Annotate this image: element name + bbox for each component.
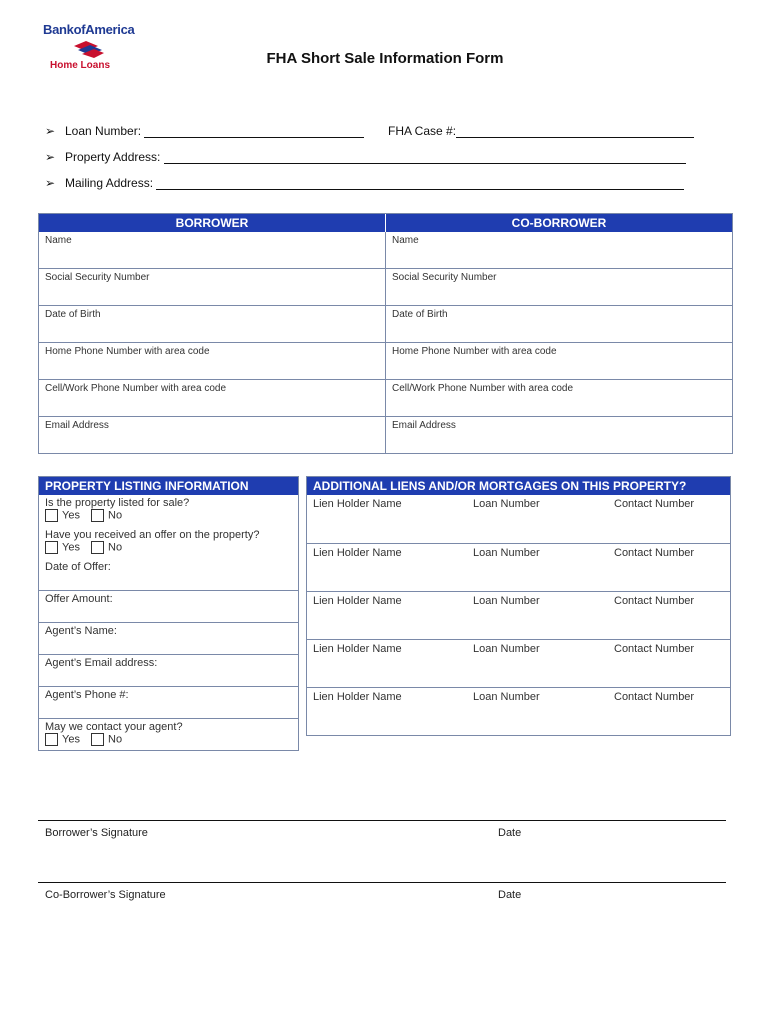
logo-subtitle: Home Loans xyxy=(50,60,111,71)
borrower-name-cell[interactable]: Name xyxy=(39,232,386,268)
property-listing-header: PROPERTY LISTING INFORMATION xyxy=(39,477,298,495)
agent-name-field[interactable]: Agent’s Name: xyxy=(39,622,298,654)
lien-holder-label: Lien Holder Name xyxy=(313,595,402,607)
offer-amount-field[interactable]: Offer Amount: xyxy=(39,590,298,622)
contact-number-label: Contact Number xyxy=(614,595,695,607)
contact-no-checkbox[interactable] xyxy=(91,733,104,746)
property-address-line[interactable] xyxy=(164,151,686,164)
borrower-signature-line[interactable] xyxy=(38,820,726,821)
table-row xyxy=(39,268,732,305)
agent-phone-field[interactable]: Agent’s Phone #: xyxy=(39,686,298,718)
table-row xyxy=(39,416,732,453)
loan-number-label: Loan Number xyxy=(473,691,540,703)
contact-number-label: Contact Number xyxy=(614,691,695,703)
bank-logo-text: BankofAmerica xyxy=(43,22,135,37)
coborrower-dob-cell[interactable]: Date of Birth xyxy=(392,309,448,320)
listed-no-checkbox[interactable] xyxy=(91,509,104,522)
borrower-table-header xyxy=(39,214,732,232)
lien-row[interactable] xyxy=(307,591,730,639)
no-label: No xyxy=(108,541,123,554)
loan-number-label: Loan Number xyxy=(473,595,540,607)
coborrower-ssn-cell[interactable]: Social Security Number xyxy=(392,272,497,283)
property-address-field[interactable] xyxy=(45,150,686,164)
loan-number-label: Loan Number: xyxy=(65,124,142,138)
yes-label: Yes xyxy=(62,509,80,522)
contact-agent-question xyxy=(39,718,298,750)
coborrower-email-cell[interactable]: Email Address xyxy=(392,420,456,431)
lien-row[interactable] xyxy=(307,639,730,687)
contact-number-label: Contact Number xyxy=(614,643,695,655)
borrower-table xyxy=(38,213,733,454)
contact-no-option[interactable] xyxy=(91,733,122,746)
offer-no-option[interactable] xyxy=(91,541,122,554)
table-row xyxy=(39,232,732,268)
coborrower-signature-label: Co-Borrower’s Signature xyxy=(45,889,166,901)
fha-case-label: FHA Case #: xyxy=(388,124,457,138)
mailing-address-field[interactable] xyxy=(45,176,684,190)
listed-no-option[interactable] xyxy=(91,509,122,522)
mailing-address-label: Mailing Address: xyxy=(65,176,154,190)
contact-number-label: Contact Number xyxy=(614,547,695,559)
listed-yes-checkbox[interactable] xyxy=(45,509,58,522)
loan-number-label: Loan Number xyxy=(473,643,540,655)
borrower-home-phone-cell[interactable]: Home Phone Number with area code xyxy=(39,343,386,379)
borrower-email-cell[interactable]: Email Address xyxy=(39,417,386,453)
table-row xyxy=(39,305,732,342)
lien-row[interactable] xyxy=(307,495,730,543)
borrower-header: BORROWER xyxy=(39,214,386,232)
table-row xyxy=(39,379,732,416)
coborrower-home-phone-cell[interactable]: Home Phone Number with area code xyxy=(392,346,557,357)
date-of-offer-field[interactable]: Date of Offer: xyxy=(45,561,111,573)
lien-holder-label: Lien Holder Name xyxy=(313,691,402,703)
property-address-label: Property Address: xyxy=(65,150,161,164)
offer-yes-option[interactable] xyxy=(45,541,80,554)
form-title: FHA Short Sale Information Form xyxy=(266,50,504,67)
fha-case-line[interactable] xyxy=(456,125,694,138)
contact-agent-label: May we contact your agent? xyxy=(45,721,183,733)
listed-question-label: Is the property listed for sale? xyxy=(45,497,190,509)
coborrower-signature-line[interactable] xyxy=(38,882,726,883)
contact-yes-checkbox[interactable] xyxy=(45,733,58,746)
offer-no-checkbox[interactable] xyxy=(91,541,104,554)
no-label: No xyxy=(108,733,123,746)
loan-number-label: Loan Number xyxy=(473,547,540,559)
coborrower-name-cell[interactable]: Name xyxy=(392,235,419,246)
lien-holder-label: Lien Holder Name xyxy=(313,547,402,559)
lien-holder-label: Lien Holder Name xyxy=(313,498,402,510)
lien-holder-label: Lien Holder Name xyxy=(313,643,402,655)
borrower-date-label: Date xyxy=(498,827,522,839)
listed-question xyxy=(39,495,298,527)
arrow-bullet-icon: ➢ xyxy=(45,150,56,164)
agent-email-field[interactable]: Agent’s Email address: xyxy=(39,654,298,686)
coborrower-cell-phone-cell[interactable]: Cell/Work Phone Number with area code xyxy=(392,383,574,394)
yes-label: Yes xyxy=(62,541,80,554)
contact-yes-option[interactable] xyxy=(45,733,80,746)
property-listing-section xyxy=(38,476,299,751)
borrower-cell-phone-cell[interactable]: Cell/Work Phone Number with area code xyxy=(39,380,386,416)
additional-liens-section xyxy=(306,476,731,736)
liens-header: ADDITIONAL LIENS AND/OR MORTGAGES ON THIS PROPERTY? xyxy=(307,477,730,495)
loan-number-line[interactable] xyxy=(144,125,364,138)
borrower-ssn-cell[interactable]: Social Security Number xyxy=(39,269,386,305)
offer-question-label: Have you received an offer on the property? xyxy=(45,529,260,541)
contact-number-label: Contact Number xyxy=(614,498,695,510)
lien-row[interactable] xyxy=(307,687,730,735)
loan-number-field[interactable] xyxy=(45,124,364,138)
offer-yes-checkbox[interactable] xyxy=(45,541,58,554)
no-label: No xyxy=(108,509,123,522)
borrower-dob-cell[interactable]: Date of Birth xyxy=(39,306,386,342)
arrow-bullet-icon: ➢ xyxy=(45,176,56,190)
lien-row[interactable] xyxy=(307,543,730,591)
listed-yes-option[interactable] xyxy=(45,509,80,522)
mailing-address-line[interactable] xyxy=(156,177,684,190)
offer-question xyxy=(39,527,298,559)
yes-label: Yes xyxy=(62,733,80,746)
coborrower-date-label: Date xyxy=(498,889,522,901)
borrower-signature-label: Borrower’s Signature xyxy=(45,827,148,839)
table-row xyxy=(39,342,732,379)
loan-number-label: Loan Number xyxy=(473,498,540,510)
fha-case-field[interactable] xyxy=(388,124,694,138)
coborrower-header: CO-BORROWER xyxy=(511,216,607,230)
arrow-bullet-icon: ➢ xyxy=(45,124,56,138)
